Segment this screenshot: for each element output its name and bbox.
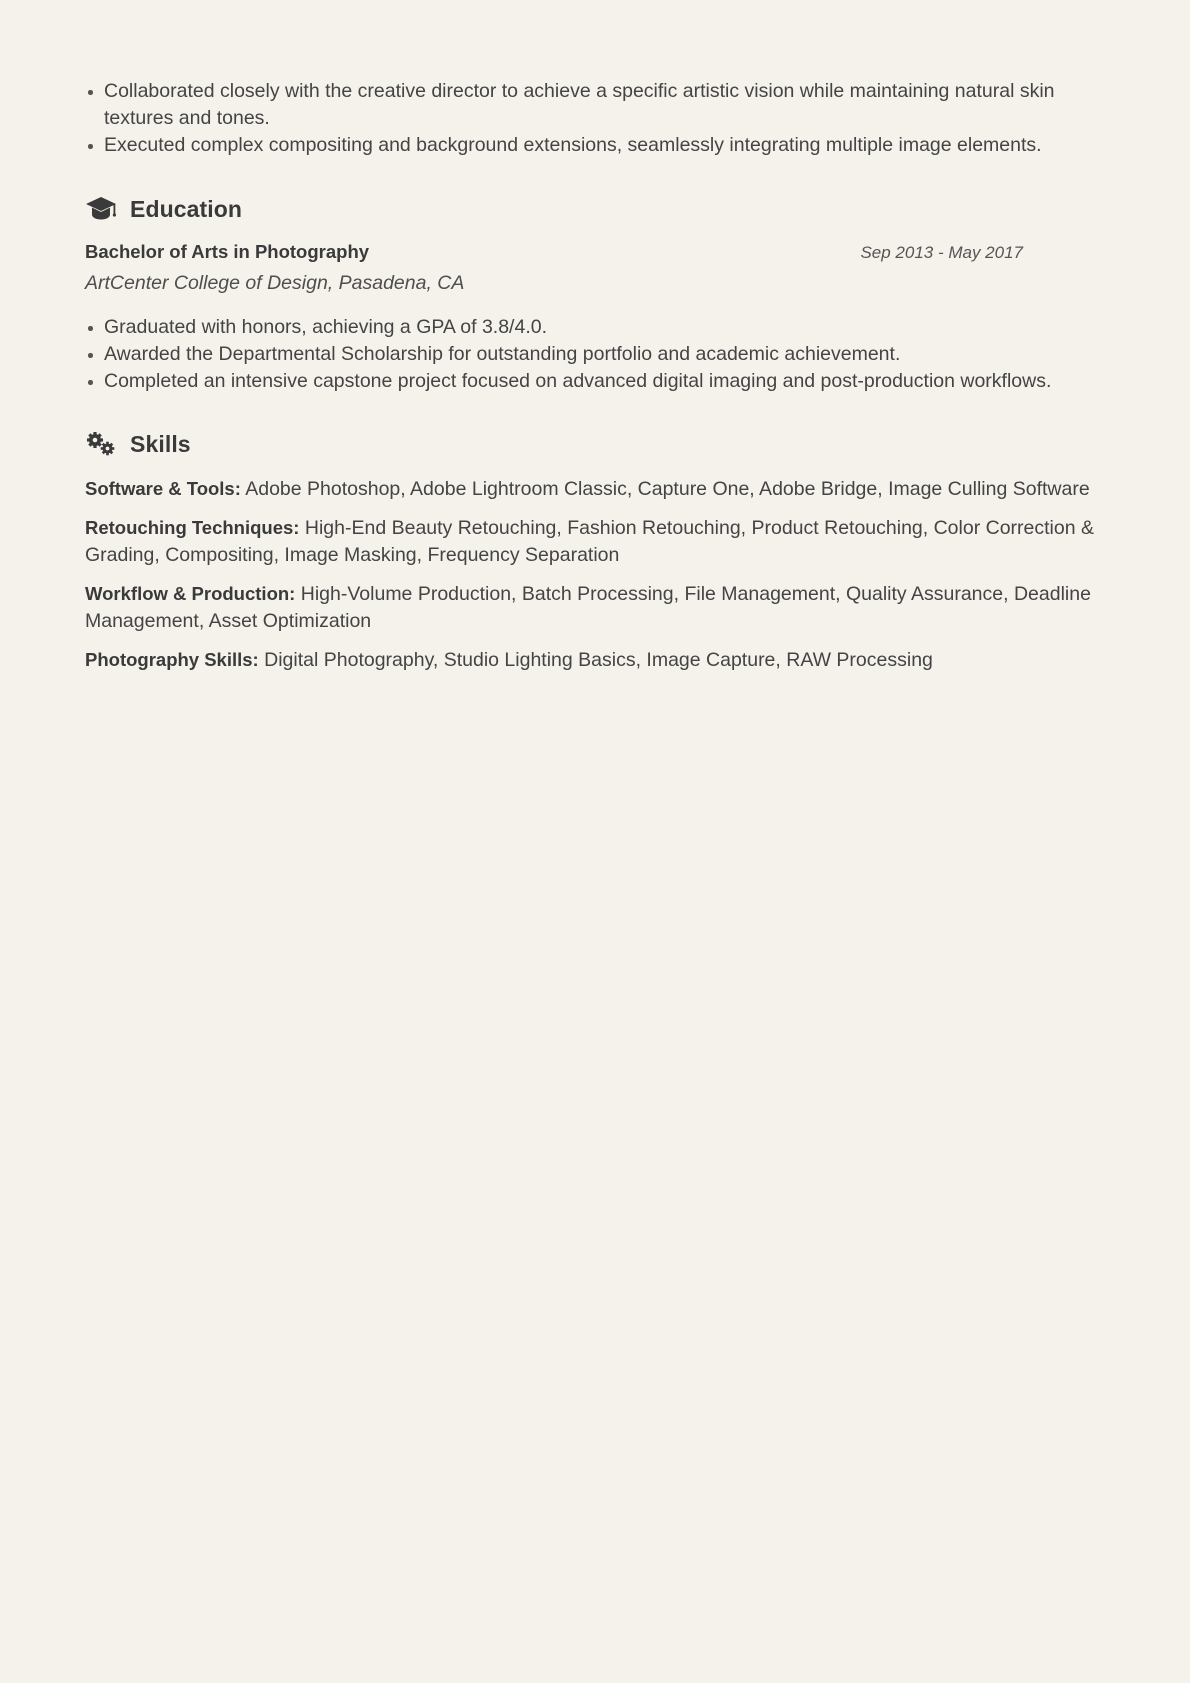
skill-label: Photography Skills: [85, 649, 259, 670]
education-entry-header [85, 241, 1023, 263]
skill-row [85, 646, 1105, 674]
skill-label: Retouching Techniques: [85, 517, 300, 538]
experience-bullet: Executed complex compositing and background extensions, seamlessly integrating multiple image elements. [85, 132, 1115, 159]
education-section-title: Education [130, 195, 243, 222]
education-bullet: Awarded the Departmental Scholarship for outstanding portfolio and academic achievement. [85, 341, 1115, 368]
education-section-header [85, 191, 1115, 227]
education-dates: Sep 2013 - May 2017 [860, 243, 1023, 262]
skill-label: Workflow & Production: [85, 583, 296, 604]
skill-value: Adobe Photoshop, Adobe Lightroom Classic, Capture One, Adobe Bridge, Image Culling Software [245, 478, 1090, 500]
gears-icon [85, 430, 117, 458]
skills-section-title: Skills [130, 430, 191, 457]
degree-title: Bachelor of Arts in Photography [85, 241, 370, 262]
school-name: ArtCenter College of Design, Pasadena, CA [85, 272, 465, 294]
skills-list [85, 475, 1115, 674]
skills-section-header [85, 426, 1115, 462]
graduation-cap-icon [85, 195, 117, 223]
skill-value: High-End Beauty Retouching, Fashion Retouching, Product Retouching, Color Correction & Grading, Compositing, Image Masking, Frequency Separation [85, 517, 1094, 566]
experience-bullet-list [85, 78, 1115, 159]
education-bullet-list [85, 314, 1115, 395]
experience-bullet: Collaborated closely with the creative director to achieve a specific artistic vision while maintaining natural skin textures and tones. [85, 78, 1115, 132]
skill-value: High-Volume Production, Batch Processing, File Management, Quality Assurance, Deadline Management, Asset Optimization [85, 583, 1091, 632]
resume-page [85, 78, 1115, 674]
skill-value: Digital Photography, Studio Lighting Basics, Image Capture, RAW Processing [264, 649, 933, 671]
education-bullet: Graduated with honors, achieving a GPA of 3.8/4.0. [85, 314, 1115, 341]
education-bullet: Completed an intensive capstone project focused on advanced digital imaging and post-production workflows. [85, 368, 1115, 395]
skill-row [85, 514, 1105, 569]
skill-row [85, 580, 1105, 635]
skill-label: Software & Tools: [85, 478, 241, 499]
skill-row [85, 475, 1105, 503]
